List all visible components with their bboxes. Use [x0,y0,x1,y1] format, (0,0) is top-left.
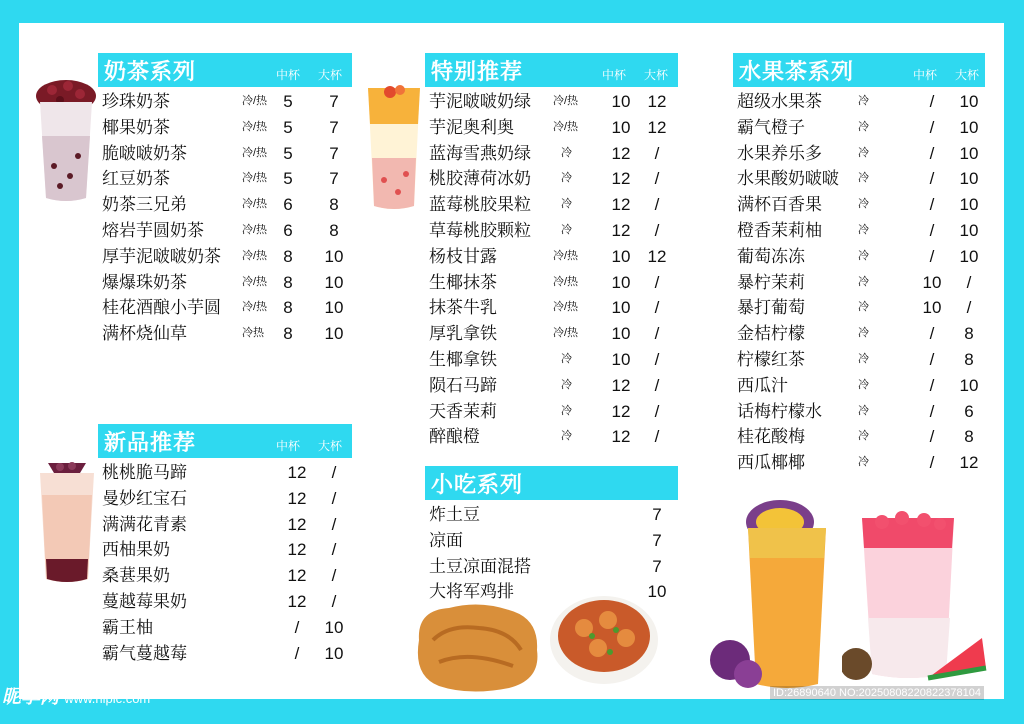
menu-item: 奶茶三兄弟 冷/热 6 8 [102,195,339,215]
section-header [98,424,352,458]
red-bean-milk-tea-icon [34,76,98,204]
large-cup-label: 大杯 [318,439,343,453]
menu-item: 葡萄冻冻 冷 / 10 [737,246,979,266]
special-section [425,53,678,450]
menu-item: 熔岩芋圆奶茶 冷/热 6 8 [102,220,339,240]
menu-item: 西柚果奶 12 / [102,540,337,560]
fried-chicken-icon [409,600,545,694]
menu-item: 桂花酒酿小芋圆 冷/热 8 10 [102,298,344,318]
menu-item: 满满花青素 12 / [102,514,337,534]
menu-item: 陨石马蹄 冷 12 / [429,375,660,395]
menu-item: 芋泥啵啵奶绿 冷/热 10 12 [429,92,667,111]
mango-drink-icon [364,84,424,214]
milk-tea-list [98,89,352,347]
milk-tea-section [98,53,352,347]
menu-item: 橙香茉莉柚 冷 / 10 [737,220,979,240]
menu-item: 大将军鸡排 10 [429,582,667,602]
menu-item: 蓝莓桃胶果粒 冷 12 / [429,195,660,215]
fruit-tea-section [733,53,985,476]
section-title: 新品推荐 [104,429,197,455]
menu-item: 暴打葡萄 冷 10 / [737,298,972,318]
menu-item: 霸王柚 / 10 [102,617,344,637]
menu-item: 厚芋泥啵啵奶茶 冷/热 8 10 [102,246,344,266]
new-items-list [98,460,352,666]
menu-item: 蔓越莓果奶 12 / [102,591,337,611]
section-header [425,53,678,87]
menu-item: 话梅柠檬水 冷 / 6 [737,401,974,421]
menu-item: 厚乳拿铁 冷/热 10 / [429,324,660,344]
menu-item: 醉酿橙 冷 12 / [429,427,660,447]
menu-item: 椰果奶茶 冷/热 5 7 [102,117,339,137]
menu-item: 霸气橙子 冷 / 10 [737,117,979,137]
large-cup-label: 大杯 [318,68,343,82]
menu-item: 珍珠奶茶 冷/热 5 7 [102,92,339,111]
menu-item: 霸气蔓越莓 / 10 [102,643,344,663]
menu-item: 红豆奶茶 冷/热 5 7 [102,169,339,189]
passion-fruit-tea-icon [708,498,838,694]
menu-item: 芋泥奥利奥 冷/热 10 12 [429,117,667,137]
menu-item: 土豆凉面混搭 7 [429,556,662,576]
snacks-section [425,466,678,605]
large-cup-label: 大杯 [644,68,669,82]
menu-item: 草莓桃胶颗粒 冷 12 / [429,220,660,240]
section-header [98,53,352,87]
menu-item: 抹茶牛乳 冷/热 10 / [429,298,660,318]
section-title: 特别推荐 [431,58,524,84]
menu-item: 爆爆珠奶茶 冷/热 8 10 [102,272,344,292]
section-title: 小吃系列 [431,471,524,497]
menu-item: 炸土豆 7 [429,505,662,524]
new-items-section [98,424,352,666]
menu-item: 桃桃脆马蹄 12 / [102,463,337,482]
medium-cup-label: 中杯 [276,439,301,453]
menu-item: 桂花酸梅 冷 / 8 [737,427,974,447]
medium-cup-label: 中杯 [913,68,938,82]
menu-item: 桑葚果奶 12 / [102,566,337,586]
watermelon-drink-icon [842,508,990,694]
fruit-tea-list [733,89,985,476]
menu-item: 柠檬红茶 冷 / 8 [737,349,974,369]
menu-item: 蓝海雪燕奶绿 冷 12 / [429,143,660,163]
menu-item: 桃胶薄荷冰奶 冷 12 / [429,169,660,189]
menu-item: 生椰拿铁 冷 10 / [429,349,660,369]
menu-item: 金桔柠檬 冷 / 8 [737,324,974,344]
fried-potato-bowl-icon [548,590,660,694]
menu-item: 西瓜椰椰 冷 / 12 [737,453,979,473]
menu-item: 水果酸奶啵啵 冷 / 10 [737,169,979,189]
fruit-milk-tea-icon [36,455,98,587]
menu-item: 天香茉莉 冷 12 / [429,401,660,421]
section-header [425,466,678,500]
section-title: 奶茶系列 [104,58,197,84]
menu-item: 脆啵啵奶茶 冷/热 5 7 [102,143,339,163]
large-cup-label: 大杯 [955,68,980,82]
menu-item: 杨枝甘露 冷/热 10 12 [429,246,667,266]
menu-item: 超级水果茶 冷 / 10 [737,92,979,111]
menu-item: 满杯百香果 冷 / 10 [737,195,979,215]
menu-item: 水果养乐多 冷 / 10 [737,143,979,163]
special-list [425,89,678,450]
watermark-brand: 昵享网 www.nipic.com [2,687,151,708]
menu-item: 暴柠茉莉 冷 10 / [737,272,972,292]
menu-item: 凉面 7 [429,530,662,550]
menu-item: 满杯烧仙草 冷热 8 10 [102,324,344,344]
menu-item: 曼妙红宝石 12 / [102,488,337,508]
medium-cup-label: 中杯 [602,68,627,82]
menu-item: 生椰抹茶 冷/热 10 / [429,272,660,292]
medium-cup-label: 中杯 [276,68,301,82]
watermark-id: ID:26890640 NO:20250808220822378104 [770,686,984,700]
section-title: 水果茶系列 [739,58,855,84]
menu-item: 西瓜汁 冷 / 10 [737,375,979,395]
section-header [733,53,985,87]
